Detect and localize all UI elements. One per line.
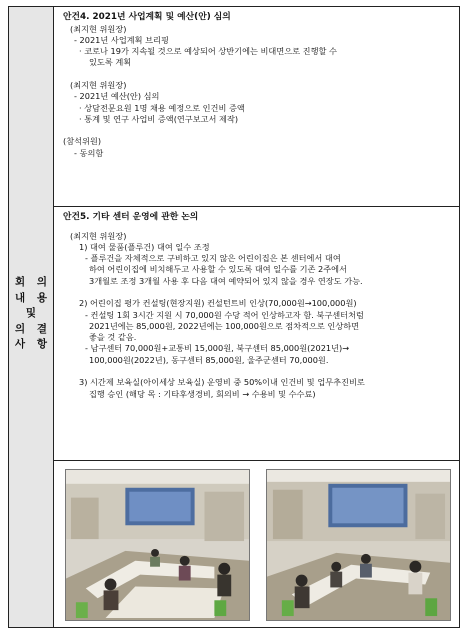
meeting-photo-1-image: [66, 470, 249, 620]
item-line: 2) 어린이집 평가 컨설팅(현장지원) 컨설턴트비 인상(70,000원→100,000원): [79, 298, 357, 309]
speaker-label: (최지현 위원장): [70, 230, 127, 241]
item-line: - 2021년 예산(안) 심의: [74, 91, 160, 102]
label-line: 내 용: [15, 291, 51, 304]
spacer: [63, 224, 453, 231]
speaker-label: (최지현 위원장): [70, 23, 127, 34]
meeting-photo-2-image: [267, 470, 450, 620]
item-line: 3개월로 조정 3개월 사용 후 다음 대여 예약되어 있지 않을 경우 연장도 가능.: [89, 275, 363, 286]
item-line: - 남구센터 70,000원+교통비 15,000원, 북구센터 85,000원(2021년)→: [85, 343, 350, 354]
item-line: 1) 대여 물품(플루건) 대여 일수 조정: [79, 241, 210, 252]
item-line: · 상담전문요원 1명 채용 예정으로 인건비 증액: [79, 102, 245, 113]
meeting-photo-1: [65, 469, 250, 621]
photo-row: [54, 461, 459, 627]
item-line: - 플루건을 자체적으로 구비하고 있지 않은 어린이집은 본 센터에서 대여: [85, 253, 341, 264]
content-column: [54, 7, 459, 627]
item-line: 있도록 계획: [89, 57, 132, 68]
minutes-table: [8, 6, 460, 628]
label-line: 회 의: [15, 276, 51, 288]
agenda-5-section: [54, 207, 459, 461]
meeting-photo-2: [266, 469, 451, 621]
speaker-label: (참석위원): [63, 136, 102, 147]
label-line: 의 결: [15, 322, 51, 335]
spacer: [63, 69, 453, 80]
spacer: [63, 287, 453, 298]
item-line: 2021년에는 85,000원, 2022년에는 100,000원으로 점차적으로 인상하면: [89, 320, 360, 331]
label-column: [9, 7, 54, 627]
item-line: - 컨설팅 1회 3시간 지원 시 70,000원 수당 적어 인상하고자 함. 북구센터처럼: [85, 309, 364, 320]
label-line: 및: [25, 307, 41, 319]
item-line: 좋을 것 같음.: [89, 332, 137, 343]
label-line: 사 항: [15, 338, 51, 350]
agenda-5-title: 안건5. 기타 센터 운영에 관한 논의: [63, 212, 199, 222]
item-line: - 동의함: [74, 147, 104, 158]
spacer: [63, 366, 453, 377]
item-line: - 2021년 사업계획 브리핑: [74, 34, 169, 45]
item-line: · 코로나 19가 지속될 것으로 예상되어 상반기에는 비대면으로 진행할 수: [79, 46, 337, 57]
row-label: [9, 275, 54, 353]
spacer: [63, 125, 453, 136]
item-line: 집행 승인 (해당 목 : 기타후생경비, 회의비 → 수용비 및 수수료): [89, 388, 316, 399]
item-line: · 통계 및 연구 사업비 증액(연구보고서 제작): [79, 113, 239, 124]
item-line: 3) 시간제 보육실(아이세상 보육실) 운영비 중 50%이내 인건비 및 업무추진비로: [79, 377, 365, 388]
agenda-4-section: [54, 7, 459, 207]
agenda-4-title: 안건4. 2021년 사업계획 및 예산(안) 심의: [63, 12, 231, 22]
speaker-label: (최지현 위원장): [70, 79, 127, 90]
item-line: 100,000원(2022년), 동구센터 85,000원, 울주군센터 70,000원.: [89, 354, 329, 365]
item-line: 하여 어린이집에 비치해두고 사용할 수 있도록 대여 일수를 기존 2주에서: [89, 264, 347, 275]
